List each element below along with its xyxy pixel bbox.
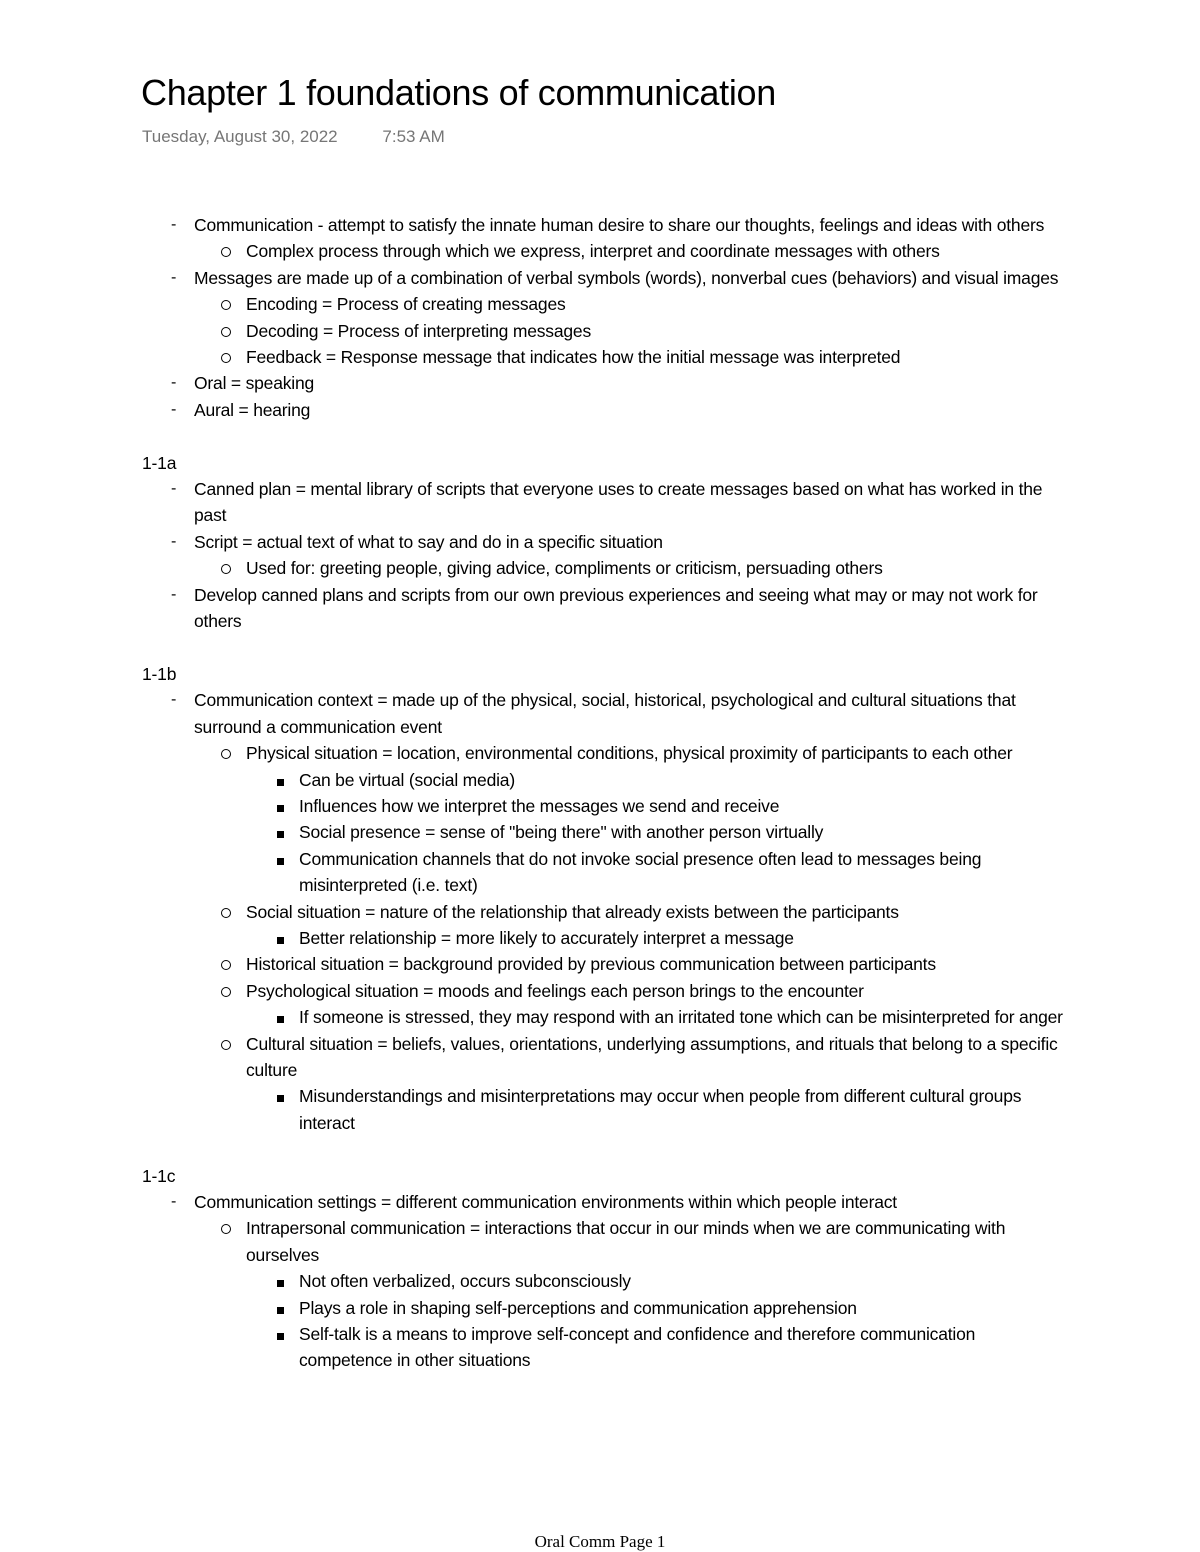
outline-text: Oral = speaking [194, 373, 315, 394]
outline-subitem [141, 1215, 1071, 1268]
note-timestamp [142, 127, 445, 147]
note-body [141, 212, 1071, 1374]
hollow-circle-bullet-icon [221, 353, 231, 363]
outline-text: Feedback = Response message that indicates how the initial message was interpreted [246, 347, 901, 368]
outline-subitem [141, 951, 1071, 977]
dash-bullet-icon: - [171, 216, 177, 233]
circle-bullet-icon [221, 1031, 231, 1057]
outline-text: Misunderstandings and misinterpretations may occur when people from different cultural groups interact [299, 1086, 1022, 1133]
dash-bullet-icon: - [171, 268, 177, 286]
square-bullet-icon [277, 793, 284, 819]
hollow-circle-bullet-icon [221, 960, 231, 970]
blank-line [141, 634, 1071, 660]
outline-subsubitem [141, 819, 1071, 845]
dash-bullet-icon: - [171, 400, 177, 418]
hollow-circle-bullet-icon [221, 987, 231, 997]
outline-text: If someone is stressed, they may respond with an irritated tone which can be misinterpreted for anger [299, 1007, 1063, 1028]
circle-bullet-icon [221, 318, 231, 344]
outline-text: Historical situation = background provided by previous communication between participants [246, 954, 936, 975]
section-label: 1-1b [142, 663, 177, 684]
hollow-circle-bullet-icon [221, 327, 231, 337]
hollow-circle-bullet-icon [221, 1040, 231, 1050]
outline-subitem [141, 555, 1071, 581]
filled-square-bullet-icon [277, 1095, 284, 1102]
filled-square-bullet-icon [277, 937, 284, 944]
square-bullet-icon [277, 1268, 284, 1294]
square-bullet-icon [277, 819, 284, 845]
outline-subsubitem [141, 1268, 1071, 1294]
outline-item [141, 687, 1071, 740]
outline-text: Complex process through which we express, interpret and coordinate messages with others [246, 241, 940, 262]
outline-item [141, 212, 1071, 238]
outline-text: Psychological situation = moods and feelings each person brings to the encounter [246, 980, 864, 1001]
filled-square-bullet-icon [277, 1333, 284, 1340]
outline-text: Communication context = made up of the physical, social, historical, psychological and cultural situations that surround a communication event [194, 690, 1016, 737]
outline-subsubitem [141, 793, 1071, 819]
outline-subitem [141, 238, 1071, 264]
outline-subsubitem [141, 767, 1071, 793]
outline-text: Cultural situation = beliefs, values, orientations, underlying assumptions, and rituals that belong to a specific culture [246, 1033, 1058, 1080]
dash-bullet-icon: - [171, 1192, 177, 1210]
outline-text: Not often verbalized, occurs subconsciously [299, 1271, 631, 1292]
hollow-circle-bullet-icon [221, 1224, 231, 1234]
outline-subitem [141, 291, 1071, 317]
filled-square-bullet-icon [277, 805, 284, 812]
outline-text: Develop canned plans and scripts from our own previous experiences and seeing what may or may not work for others [194, 584, 1038, 632]
outline-text: Decoding = Process of interpreting messages [246, 320, 591, 341]
outline-text: Used for: greeting people, giving advice, compliments or criticism, persuading others [246, 558, 883, 579]
circle-bullet-icon [221, 899, 231, 925]
outline-subitem [141, 978, 1071, 1004]
outline-subitem [141, 1031, 1071, 1084]
circle-bullet-icon [221, 951, 231, 977]
outline-subsubitem [141, 846, 1071, 899]
outline-text: Social situation = nature of the relationship that already exists between the participants [246, 901, 899, 922]
page-title: Chapter 1 foundations of communication [141, 72, 776, 113]
dash-bullet-icon: - [171, 691, 177, 709]
outline-subsubitem [141, 1321, 1071, 1374]
outline-text: Better relationship = more likely to accurately interpret a message [299, 927, 794, 948]
outline-item [141, 397, 1071, 423]
outline-text: Communication channels that do not invoke social presence often lead to messages being misinterpreted (i.e. text) [299, 848, 982, 896]
outline-subsubitem [141, 925, 1071, 951]
outline-text: Communication settings = different communication environments within which people interact [194, 1191, 897, 1212]
square-bullet-icon [277, 1083, 284, 1109]
filled-square-bullet-icon [277, 1280, 284, 1287]
blank-line [141, 423, 1071, 449]
filled-square-bullet-icon [277, 1016, 284, 1023]
filled-square-bullet-icon [277, 858, 284, 865]
filled-square-bullet-icon [277, 1307, 284, 1314]
hollow-circle-bullet-icon [221, 247, 231, 257]
outline-subitem [141, 899, 1071, 925]
square-bullet-icon [277, 1295, 284, 1321]
hollow-circle-bullet-icon [221, 564, 231, 574]
outline-item [141, 370, 1071, 396]
outline-subitem [141, 318, 1071, 344]
outline-text: Influences how we interpret the messages we send and receive [299, 795, 780, 816]
outline-subitem [141, 344, 1071, 370]
outline-text: Canned plan = mental library of scripts that everyone uses to create messages based on what has worked in the past [194, 479, 1043, 526]
page-footer: Oral Comm Page 1 [534, 1532, 666, 1551]
hollow-circle-bullet-icon [221, 749, 231, 759]
note-time: 7:53 AM [382, 127, 445, 146]
outline-text: Can be virtual (social media) [299, 769, 515, 790]
square-bullet-icon [277, 846, 284, 872]
dash-bullet-icon: - [171, 480, 177, 498]
outline-text: Self-talk is a means to improve self-concept and confidence and therefore communication competence in other situations [299, 1324, 976, 1371]
hollow-circle-bullet-icon [221, 908, 231, 918]
dash-bullet-icon: - [171, 585, 177, 603]
section-label: 1-1a [142, 452, 177, 473]
blank-line [141, 1136, 1071, 1162]
note-date: Tuesday, August 30, 2022 [142, 127, 338, 146]
dash-bullet-icon: - [171, 374, 177, 392]
outline-subsubitem [141, 1083, 1071, 1136]
square-bullet-icon [277, 767, 284, 793]
square-bullet-icon [277, 1321, 284, 1347]
outline-text: Encoding = Process of creating messages [246, 294, 566, 315]
outline-text: Plays a role in shaping self-perceptions and communication apprehension [299, 1297, 857, 1318]
outline-item [141, 529, 1071, 555]
circle-bullet-icon [221, 291, 231, 317]
outline-text: Messages are made up of a combination of verbal symbols (words), nonverbal cues (behaviors) and visual images [194, 267, 1059, 288]
outline-subsubitem [141, 1295, 1071, 1321]
circle-bullet-icon [221, 1215, 231, 1241]
circle-bullet-icon [221, 555, 231, 581]
hollow-circle-bullet-icon [221, 300, 231, 310]
outline-text: Aural = hearing [194, 399, 311, 420]
outline-text: Physical situation = location, environmental conditions, physical proximity of participants to each other [246, 743, 1013, 764]
filled-square-bullet-icon [277, 831, 284, 838]
outline-subsubitem [141, 1004, 1071, 1030]
outline-item [141, 582, 1071, 635]
square-bullet-icon [277, 1004, 284, 1030]
filled-square-bullet-icon [277, 779, 284, 786]
square-bullet-icon [277, 925, 284, 951]
outline-text: Intrapersonal communication = interactions that occur in our minds when we are communicating with ourselves [246, 1218, 1006, 1265]
dash-bullet-icon: - [171, 532, 177, 550]
circle-bullet-icon [221, 740, 231, 766]
circle-bullet-icon [221, 344, 231, 370]
outline-text: Social presence = sense of "being there" with another person virtually [299, 822, 824, 843]
outline-subitem [141, 740, 1071, 766]
outline-text: Communication - attempt to satisfy the innate human desire to share our thoughts, feelings and ideas with others [194, 215, 1045, 235]
section-label: 1-1c [142, 1165, 176, 1186]
circle-bullet-icon [221, 238, 231, 264]
outline-item [141, 1189, 1071, 1215]
circle-bullet-icon [221, 978, 231, 1004]
outline-item [141, 476, 1071, 529]
outline-item [141, 265, 1071, 291]
outline-text: Script = actual text of what to say and do in a specific situation [194, 531, 663, 552]
